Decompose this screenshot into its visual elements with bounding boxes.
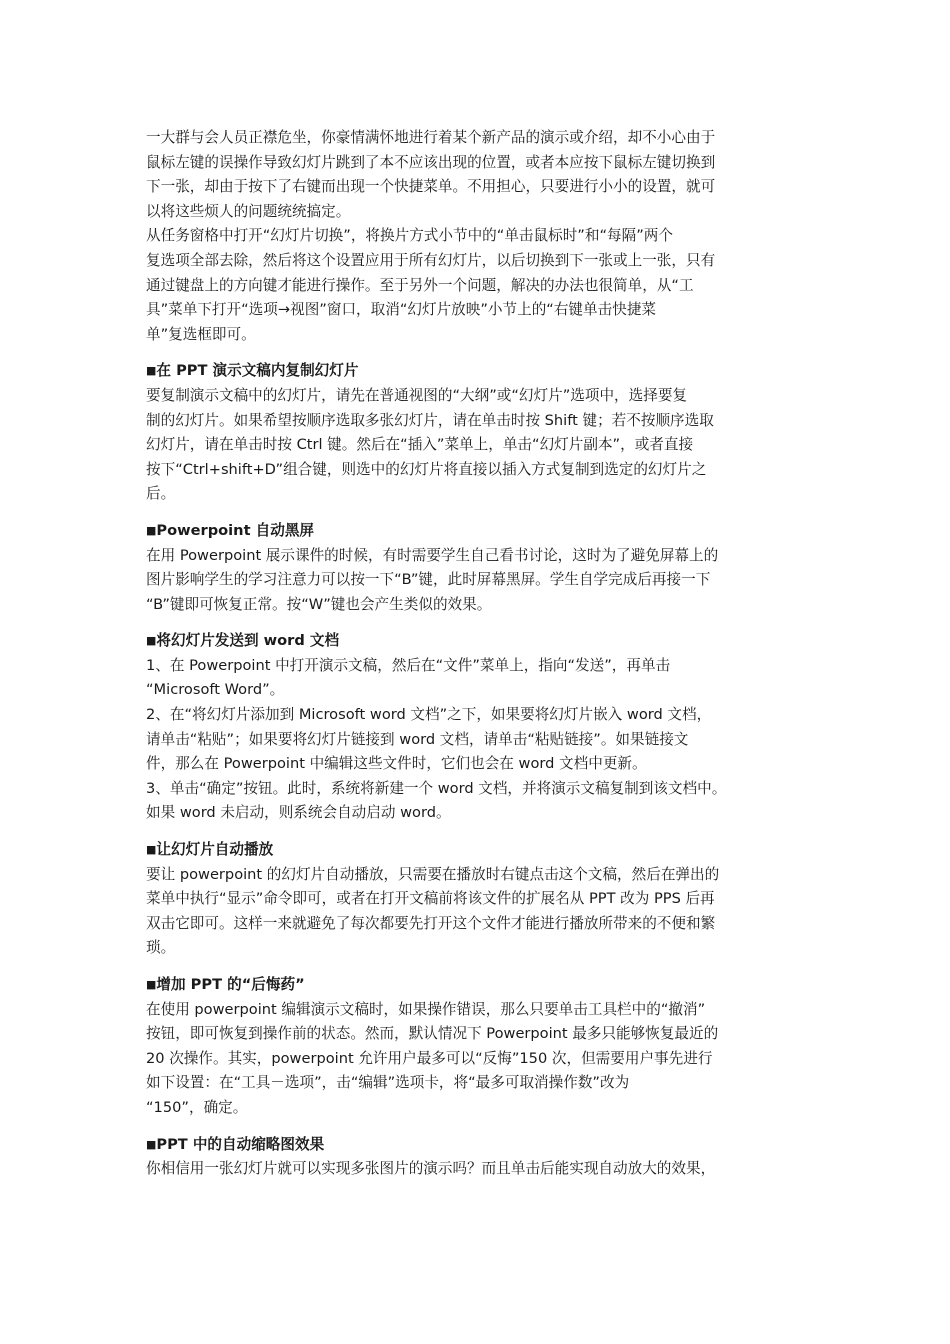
section-body (146, 1157, 818, 1182)
section-title: 将幻灯片发送到 word 文档 (156, 632, 340, 650)
section-send-to-word (146, 629, 818, 826)
text-line: 一大群与会人员正襟危坐，你豪情满怀地进行着某个新产品的演示或介绍，却不小心由于 (146, 129, 716, 146)
square-bullet-icon: ■ (146, 978, 157, 991)
text-line: 请单击“粘贴”；如果要将幻灯片链接到 word 文档，请单击“粘贴链接”。如果链接文 (146, 730, 689, 748)
text-line: 琐。 (146, 939, 176, 957)
text-line: 按下“Ctrl+shift+D”组合键，则选中的幻灯片将直接以插入方式复制到选定的幻灯片之 (146, 460, 707, 478)
text-line: 你相信用一张幻灯片就可以实现多张图片的演示吗？而且单击后能实现自动放大的效果， (146, 1160, 716, 1178)
section-title: 在 PPT 演示文稿内复制幻灯片 (156, 362, 359, 380)
square-bullet-icon: ■ (146, 634, 157, 648)
document-page (146, 126, 818, 1182)
section-body (146, 863, 818, 961)
text-line: “150”，确定。 (146, 1098, 248, 1116)
text-line: 鼠标左键的误操作导致幻灯片跳到了本不应该出现的位置，或者本应按下鼠标左键切换到 (146, 153, 716, 171)
square-bullet-icon: ■ (146, 843, 157, 857)
text-line: 3、单击“确定”按钮。此时，系统将新建一个 word 文档，并将演示文稿复制到该文档中。 (146, 779, 727, 797)
square-bullet-icon: ■ (146, 364, 157, 378)
section-auto-play (146, 838, 818, 961)
text-line: 如下设置：在“工具－选项”，击“编辑”选项卡，将“最多可取消操作数”改为 (146, 1074, 630, 1092)
section-title: 增加 PPT 的“后悔药” (156, 976, 305, 993)
text-line: 要复制演示文稿中的幻灯片，请先在普通视图的“大纲”或“幻灯片”选项中，选择要复 (146, 386, 688, 404)
section-heading (146, 629, 818, 654)
section-title: PPT 中的自动缩略图效果 (156, 1135, 325, 1153)
text-line: “Microsoft Word”。 (146, 681, 285, 699)
section-body (146, 384, 818, 507)
text-line: 要让 powerpoint 的幻灯片自动播放，只需要在播放时右键点击这个文稿，然后在弹出的 (146, 865, 720, 883)
square-bullet-icon: ■ (146, 1137, 157, 1151)
section-heading (146, 519, 818, 544)
text-line: 在用 Powerpoint 展示课件的时候，有时需要学生自己看书讨论，这时为了避免屏幕上的 (146, 546, 719, 564)
section-heading (146, 973, 818, 998)
text-line: 具”菜单下打开“选项→视图”窗口，取消“幻灯片放映”小节上的“右键单击快捷菜 (146, 301, 657, 319)
section-undo-limit (146, 973, 818, 1121)
intro-paragraph (146, 126, 818, 347)
text-line: 从任务窗格中打开“幻灯片切换”，将换片方式小节中的“单击鼠标时”和“每隔”两个 (146, 227, 673, 245)
text-line: 制的幻灯片。如果希望按顺序选取多张幻灯片，请在单击时按 Shift 键；若不按顺序选取 (146, 411, 714, 429)
section-black-screen (146, 519, 818, 617)
text-line: 复选项全部去除，然后将这个设置应用于所有幻灯片，以后切换到下一张或上一张，只有 (146, 251, 716, 269)
section-heading (146, 1133, 818, 1158)
text-line: 菜单中执行“显示”命令即可，或者在打开文稿前将该文件的扩展名从 PPT 改为 PPS 后再 (146, 890, 715, 908)
text-line: 在使用 powerpoint 编辑演示文稿时，如果操作错误，那么只要单击工具栏中的“撤消” (146, 1000, 706, 1018)
text-line: 双击它即可。这样一来就避免了每次都要先打开这个文件才能进行播放所带来的不便和繁 (146, 914, 716, 932)
text-line: 下一张，却由于按下了右键而出现一个快捷菜单。不用担心，只要进行小小的设置，就可 (146, 178, 716, 196)
text-line: 20 次操作。其实，powerpoint 允许用户最多可以“反悔”150 次，但需要用户事先进行 (146, 1049, 713, 1067)
section-body (146, 544, 818, 618)
text-line: 通过键盘上的方向键才能进行操作。至于另外一个问题，解决的办法也很简单，从“工 (146, 276, 694, 294)
text-line: 幻灯片，请在单击时按 Ctrl 键。然后在“插入”菜单上，单击“幻灯片副本”，或者直接 (146, 436, 694, 454)
section-body (146, 998, 818, 1121)
text-line: 单”复选框即可。 (146, 325, 256, 343)
section-body (146, 654, 818, 826)
square-bullet-icon: ■ (146, 523, 157, 537)
text-line: 图片影响学生的学习注意力可以按一下“B”键，此时屏幕黑屏。学生自学完成后再接一下 (146, 571, 711, 589)
section-copy-slides (146, 359, 818, 507)
text-line: 1、在 Powerpoint 中打开演示文稿，然后在“文件”菜单上，指向“发送”，再单击 (146, 656, 671, 674)
text-line: 后。 (146, 485, 176, 503)
section-heading (146, 838, 818, 863)
section-title: 让幻灯片自动播放 (156, 841, 274, 859)
section-heading (146, 359, 818, 384)
text-line: 件，那么在 Powerpoint 中编辑这些文件时，它们也会在 word 文档中更新。 (146, 755, 647, 773)
text-line: 以将这些烦人的问题统统搞定。 (146, 202, 351, 220)
text-line: 2、在“将幻灯片添加到 Microsoft word 文档”之下，如果要将幻灯片嵌入 word 文档， (146, 706, 712, 724)
text-line: 按钮，即可恢复到操作前的状态。然而，默认情况下 Powerpoint 最多只能够恢复最近的 (146, 1025, 719, 1043)
text-line: “B”键即可恢复正常。按“W”键也会产生类似的效果。 (146, 595, 492, 613)
section-title: Powerpoint 自动黑屏 (156, 521, 315, 539)
text-line: 如果 word 未启动，则系统会自动启动 word。 (146, 804, 451, 822)
section-auto-thumbnail (146, 1133, 818, 1182)
